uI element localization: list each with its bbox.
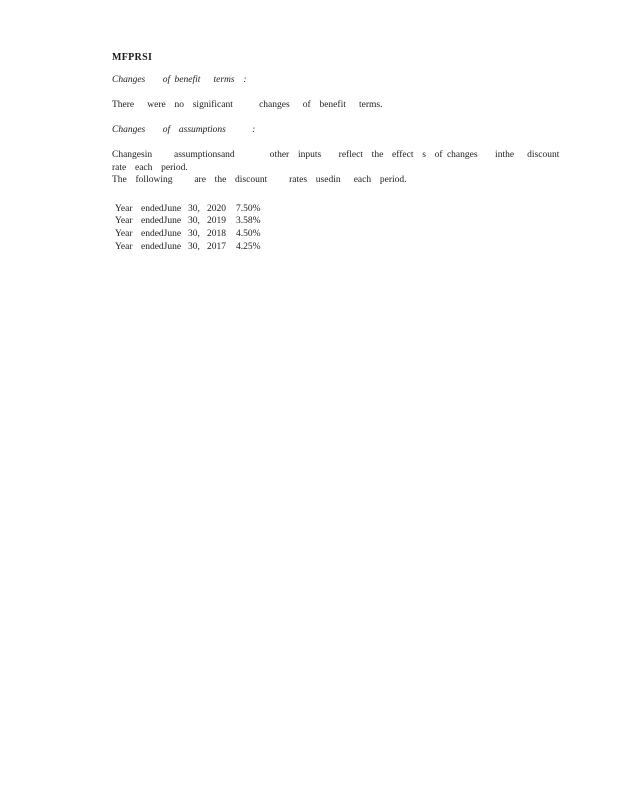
rate-row-day: 30,: [188, 203, 200, 214]
rate-row-day: 30,: [188, 228, 200, 239]
rate-row-day: 30,: [188, 216, 200, 227]
document-title: MFPRSI: [112, 52, 153, 63]
rate-row-rate: 7.50%: [236, 203, 261, 214]
table-row: [115, 215, 577, 228]
table-row: [115, 241, 577, 254]
assumptions-body: [112, 149, 577, 187]
assumptions-heading: Changes of assumptions :: [112, 124, 256, 135]
document-content: [112, 52, 577, 253]
rate-row-year: 2018: [207, 228, 226, 239]
benefit-terms-heading: Changes of benefit terms :: [112, 74, 247, 85]
table-row: [115, 203, 577, 216]
rate-row-day: 30,: [188, 241, 200, 252]
rate-row-word2: endedJune: [141, 216, 182, 227]
rate-row-word1: Year: [115, 228, 133, 239]
assumptions-body-line-1: Changesin assumptionsand other inputs reflect the effect s of changes inthe discount rate each period.: [112, 150, 577, 173]
rate-row-rate: 4.50%: [236, 228, 261, 239]
rate-row-rate: 4.25%: [236, 241, 261, 252]
rate-row-word2: endedJune: [141, 228, 182, 239]
rate-row-word1: Year: [115, 203, 133, 214]
rate-row-rate: 3.58%: [236, 216, 261, 227]
assumptions-body-line-2: The following are the discount rates usedin each period.: [112, 175, 407, 185]
rate-row-word1: Year: [115, 241, 133, 252]
rate-row-word2: endedJune: [141, 241, 182, 252]
rate-row-word1: Year: [115, 216, 133, 227]
rate-row-year: 2020: [207, 203, 226, 214]
rate-row-word2: endedJune: [141, 203, 182, 214]
table-row: [115, 228, 577, 241]
rate-row-year: 2017: [207, 241, 226, 252]
discount-rates-table: [115, 203, 577, 254]
benefit-terms-body: There were no significant changes of benefit terms.: [112, 100, 383, 110]
rate-row-year: 2019: [207, 216, 226, 227]
